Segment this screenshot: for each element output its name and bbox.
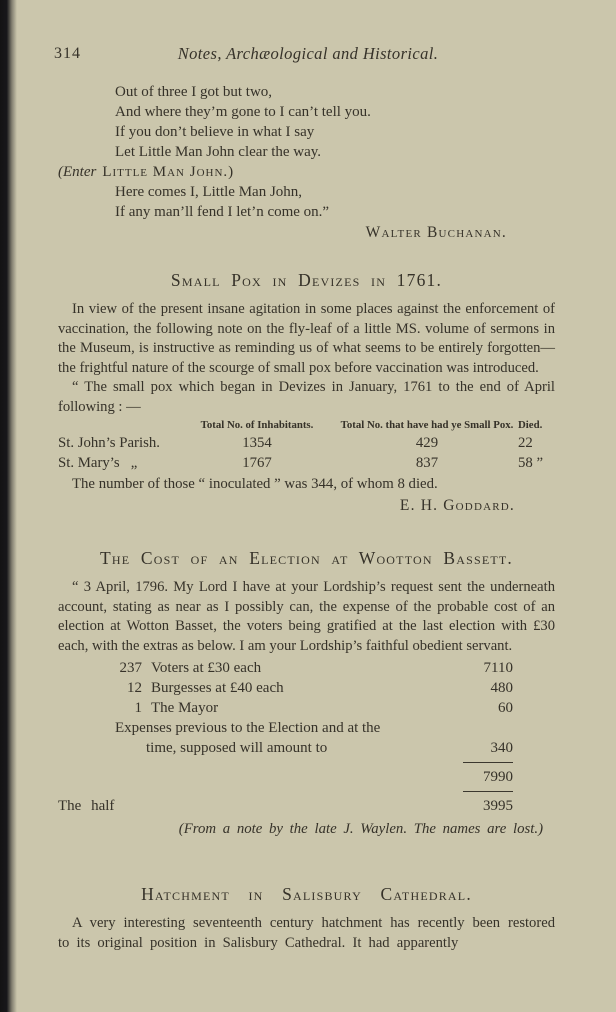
source-footnote: (From a note by the late J. Waylen. The names are lost.)	[178, 821, 543, 837]
hatchment-section	[58, 876, 555, 953]
half-label: The half	[58, 798, 115, 814]
verse-section	[58, 82, 555, 243]
election-section	[58, 546, 555, 839]
sum-rule	[58, 791, 513, 792]
account-desc: Voters at £30 each	[151, 660, 262, 676]
section-heading: Hatchment in Salisbury Cathedral.	[141, 884, 472, 904]
rule-line	[463, 762, 513, 763]
column-header-died: Died.	[518, 419, 543, 431]
cell-had-pox: 429	[415, 435, 439, 451]
cell-parish: St. Mary’s „	[58, 455, 138, 471]
column-header-inhabitants: Total No. of Inhabitants.	[200, 419, 314, 431]
election-letter-paragraph: “ 3 April, 1796. My Lord I have at your Lordship’s request sent the underneath account, stating as near as I possibly can, the expense of the probable cost of an election at Wotton Basset, the voters being gratified at the last election with £30 each, with the extras as below. I am your Lordship’s faithful obedient servant.	[58, 579, 555, 654]
account-desc: The Mayor	[151, 700, 219, 716]
table-row	[58, 433, 555, 453]
account-total-row	[58, 767, 555, 787]
account-amount: 7110	[483, 660, 513, 676]
column-header-smallpox: Total No. that have had ye Small Pox.	[340, 419, 514, 431]
cell-parish: St. John’s Parish.	[58, 435, 160, 451]
verse-line: If any man’ll fend I let’n come on.”	[115, 204, 330, 220]
account-amount: 340	[490, 740, 513, 756]
stage-direction	[58, 162, 555, 182]
account-qty: 1	[134, 700, 142, 716]
account-half-row	[58, 796, 555, 816]
election-account	[58, 658, 555, 816]
half-amount: 3995	[483, 798, 513, 814]
account-desc: Burgesses at £40 each	[151, 680, 284, 696]
account-row	[58, 698, 555, 718]
account-row	[58, 718, 555, 738]
cell-inhabitants: 1354	[242, 435, 272, 451]
smallpox-section	[58, 268, 555, 516]
account-desc: time, supposed will amount to	[146, 740, 328, 756]
rule-line	[463, 791, 513, 792]
page-header	[0, 44, 616, 68]
account-qty: 237	[119, 660, 142, 676]
verse-line: Let Little Man John clear the way.	[115, 144, 322, 160]
smallpox-intro-paragraph: In view of the present insane agitation in some places against the enforcement of vaccination, the following note on the fly-leaf of a little MS. volume of sermons in the Museum, is instructive as reminding us of what seems to be entirely forgotten—the frightful nature of the scourge of small pox before vaccination was introduced.	[58, 301, 555, 376]
smallpox-quote-paragraph: “ The small pox which began in Devizes in January, 1761 to the end of April following : —	[58, 379, 555, 415]
table-row	[58, 453, 555, 473]
verse-line: And where they’m gone to I can’t tell you.	[115, 104, 371, 120]
account-amount: 60	[498, 700, 513, 716]
running-head-title: Notes, Archæological and Historical.	[177, 44, 439, 63]
author-signature: Walter Buchanan.	[365, 224, 507, 241]
table-header-row	[58, 418, 555, 433]
inoculated-note: The number of those “ inoculated ” was 344, of whom 8 died.	[72, 476, 438, 492]
hatchment-paragraph: A very interesting seventeenth century hatchment has recently been restored to its original position in Salisbury Cathedral. It had apparently	[58, 915, 555, 951]
sum-rule	[58, 762, 513, 763]
section-heading: The Cost of an Election at Wootton Bassett.	[100, 548, 513, 568]
smallpox-table	[58, 418, 555, 473]
stage-direction-enter: (Enter	[58, 164, 97, 180]
page-number: 314	[54, 45, 81, 62]
author-signature: E. H. Goddard.	[399, 497, 515, 514]
verse-line: Here comes I, Little Man John,	[115, 184, 303, 200]
account-desc: Expenses previous to the Election and at the	[115, 720, 381, 736]
account-amount: 480	[490, 680, 513, 696]
section-heading: Small Pox in Devizes in 1761.	[170, 270, 443, 290]
account-total: 7990	[483, 769, 513, 785]
cell-inhabitants: 1767	[242, 455, 272, 471]
cell-died: 22	[518, 435, 533, 451]
stage-direction-character: Little Man John.)	[102, 164, 235, 180]
cell-had-pox: 837	[415, 455, 439, 471]
account-row	[58, 678, 555, 698]
account-qty: 12	[127, 680, 142, 696]
cell-died: 58 ”	[518, 455, 544, 471]
verse-line: If you don’t believe in what I say	[115, 124, 315, 140]
verse-line: Out of three I got but two,	[115, 84, 273, 100]
account-row	[58, 658, 555, 678]
account-row	[58, 738, 555, 758]
